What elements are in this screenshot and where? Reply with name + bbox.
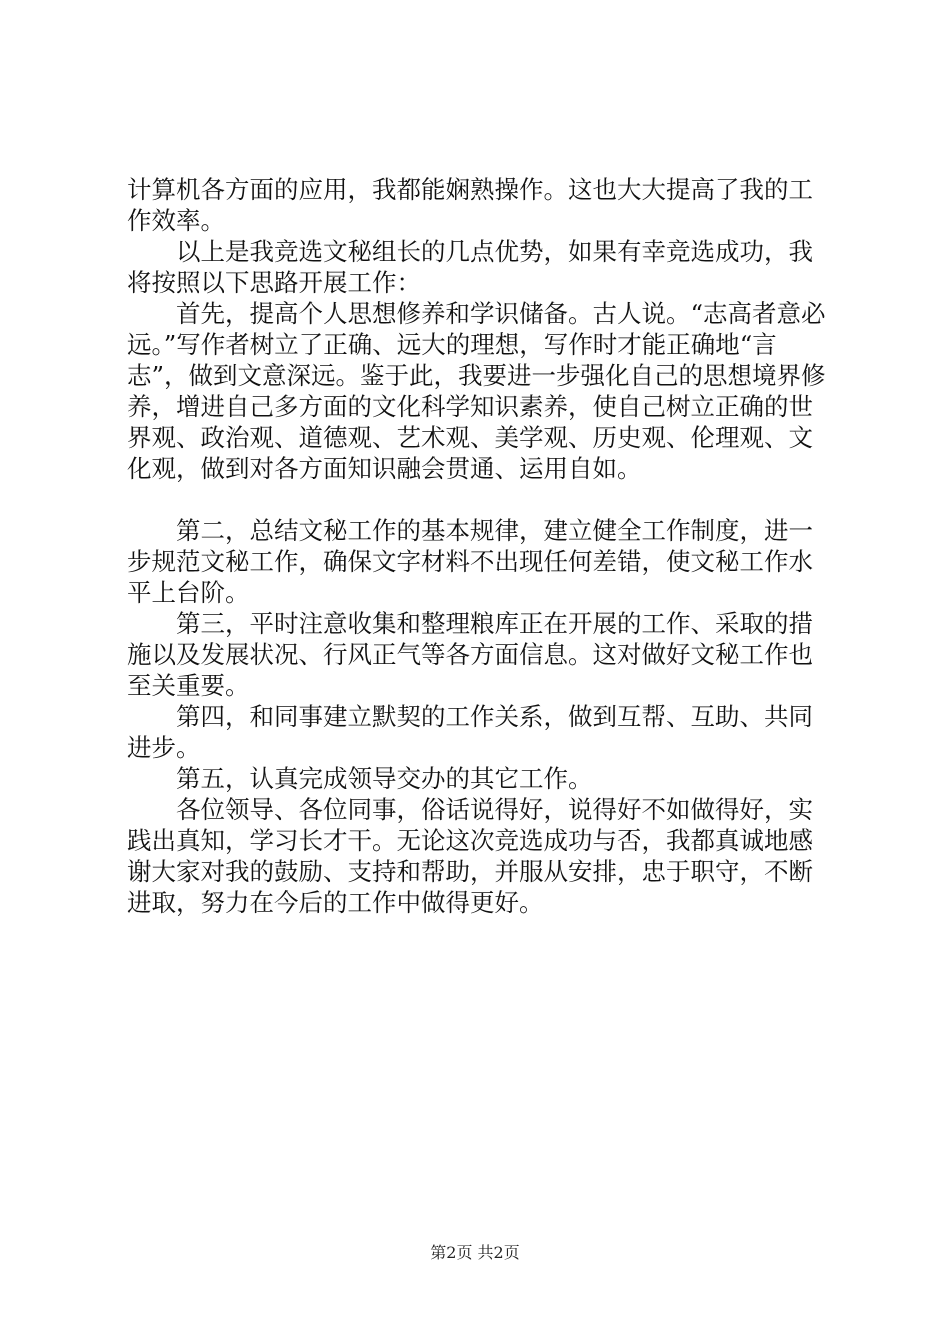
- paragraph-spacer: [127, 484, 835, 515]
- paragraph-second-point: 第二，总结文秘工作的基本规律，建立健全工作制度，进一步规范文秘工作，确保文字材料不出现任何差错，使文秘工作水平上台阶。: [127, 516, 813, 607]
- paragraph-fourth-point: 第四，和同事建立默契的工作关系，做到互帮、互助、共同进步。: [127, 702, 813, 762]
- paragraph-first-point: 首先，提高个人思想修养和学识储备。古人说。“志高者意必远。”写作者树立了正确、远大的理想，写作时才能正确地“言志”，做到文意深远。鉴于此，我要进一步强化自己的思想境界修养，增进自己多方面的文化科学知识素养，使自己树立正确的世界观、政治观、道德观、艺术观、美学观、历史观、伦理观、文化观，做到对各方面知识融会贯通、运用自如。: [127, 299, 826, 483]
- paragraph-advantages-summary: 以上是我竞选文秘组长的几点优势，如果有幸竞选成功，我将按照以下思路开展工作：: [127, 237, 813, 297]
- paragraph-third-point: 第三，平时注意收集和整理粮库正在开展的工作、采取的措施以及发展状况、行风正气等各方面信息。这对做好文秘工作也至关重要。: [127, 609, 813, 700]
- paragraph-closing: 各位领导、各位同事，俗话说得好，说得好不如做得好，实践出真知，学习长才干。无论这次竞选成功与否，我都真诚地感谢大家对我的鼓励、支持和帮助，并服从安排，忠于职守，不断进取，努力在今后的工作中做得更好。: [127, 795, 813, 917]
- paragraph-continuation: 计算机各方面的应用，我都能娴熟操作。这也大大提高了我的工作效率。: [127, 175, 813, 235]
- paragraph-fifth-point: 第五，认真完成领导交办的其它工作。: [127, 764, 593, 793]
- document-body: [127, 174, 835, 918]
- page-number-footer: 第2页 共2页: [430, 1243, 520, 1262]
